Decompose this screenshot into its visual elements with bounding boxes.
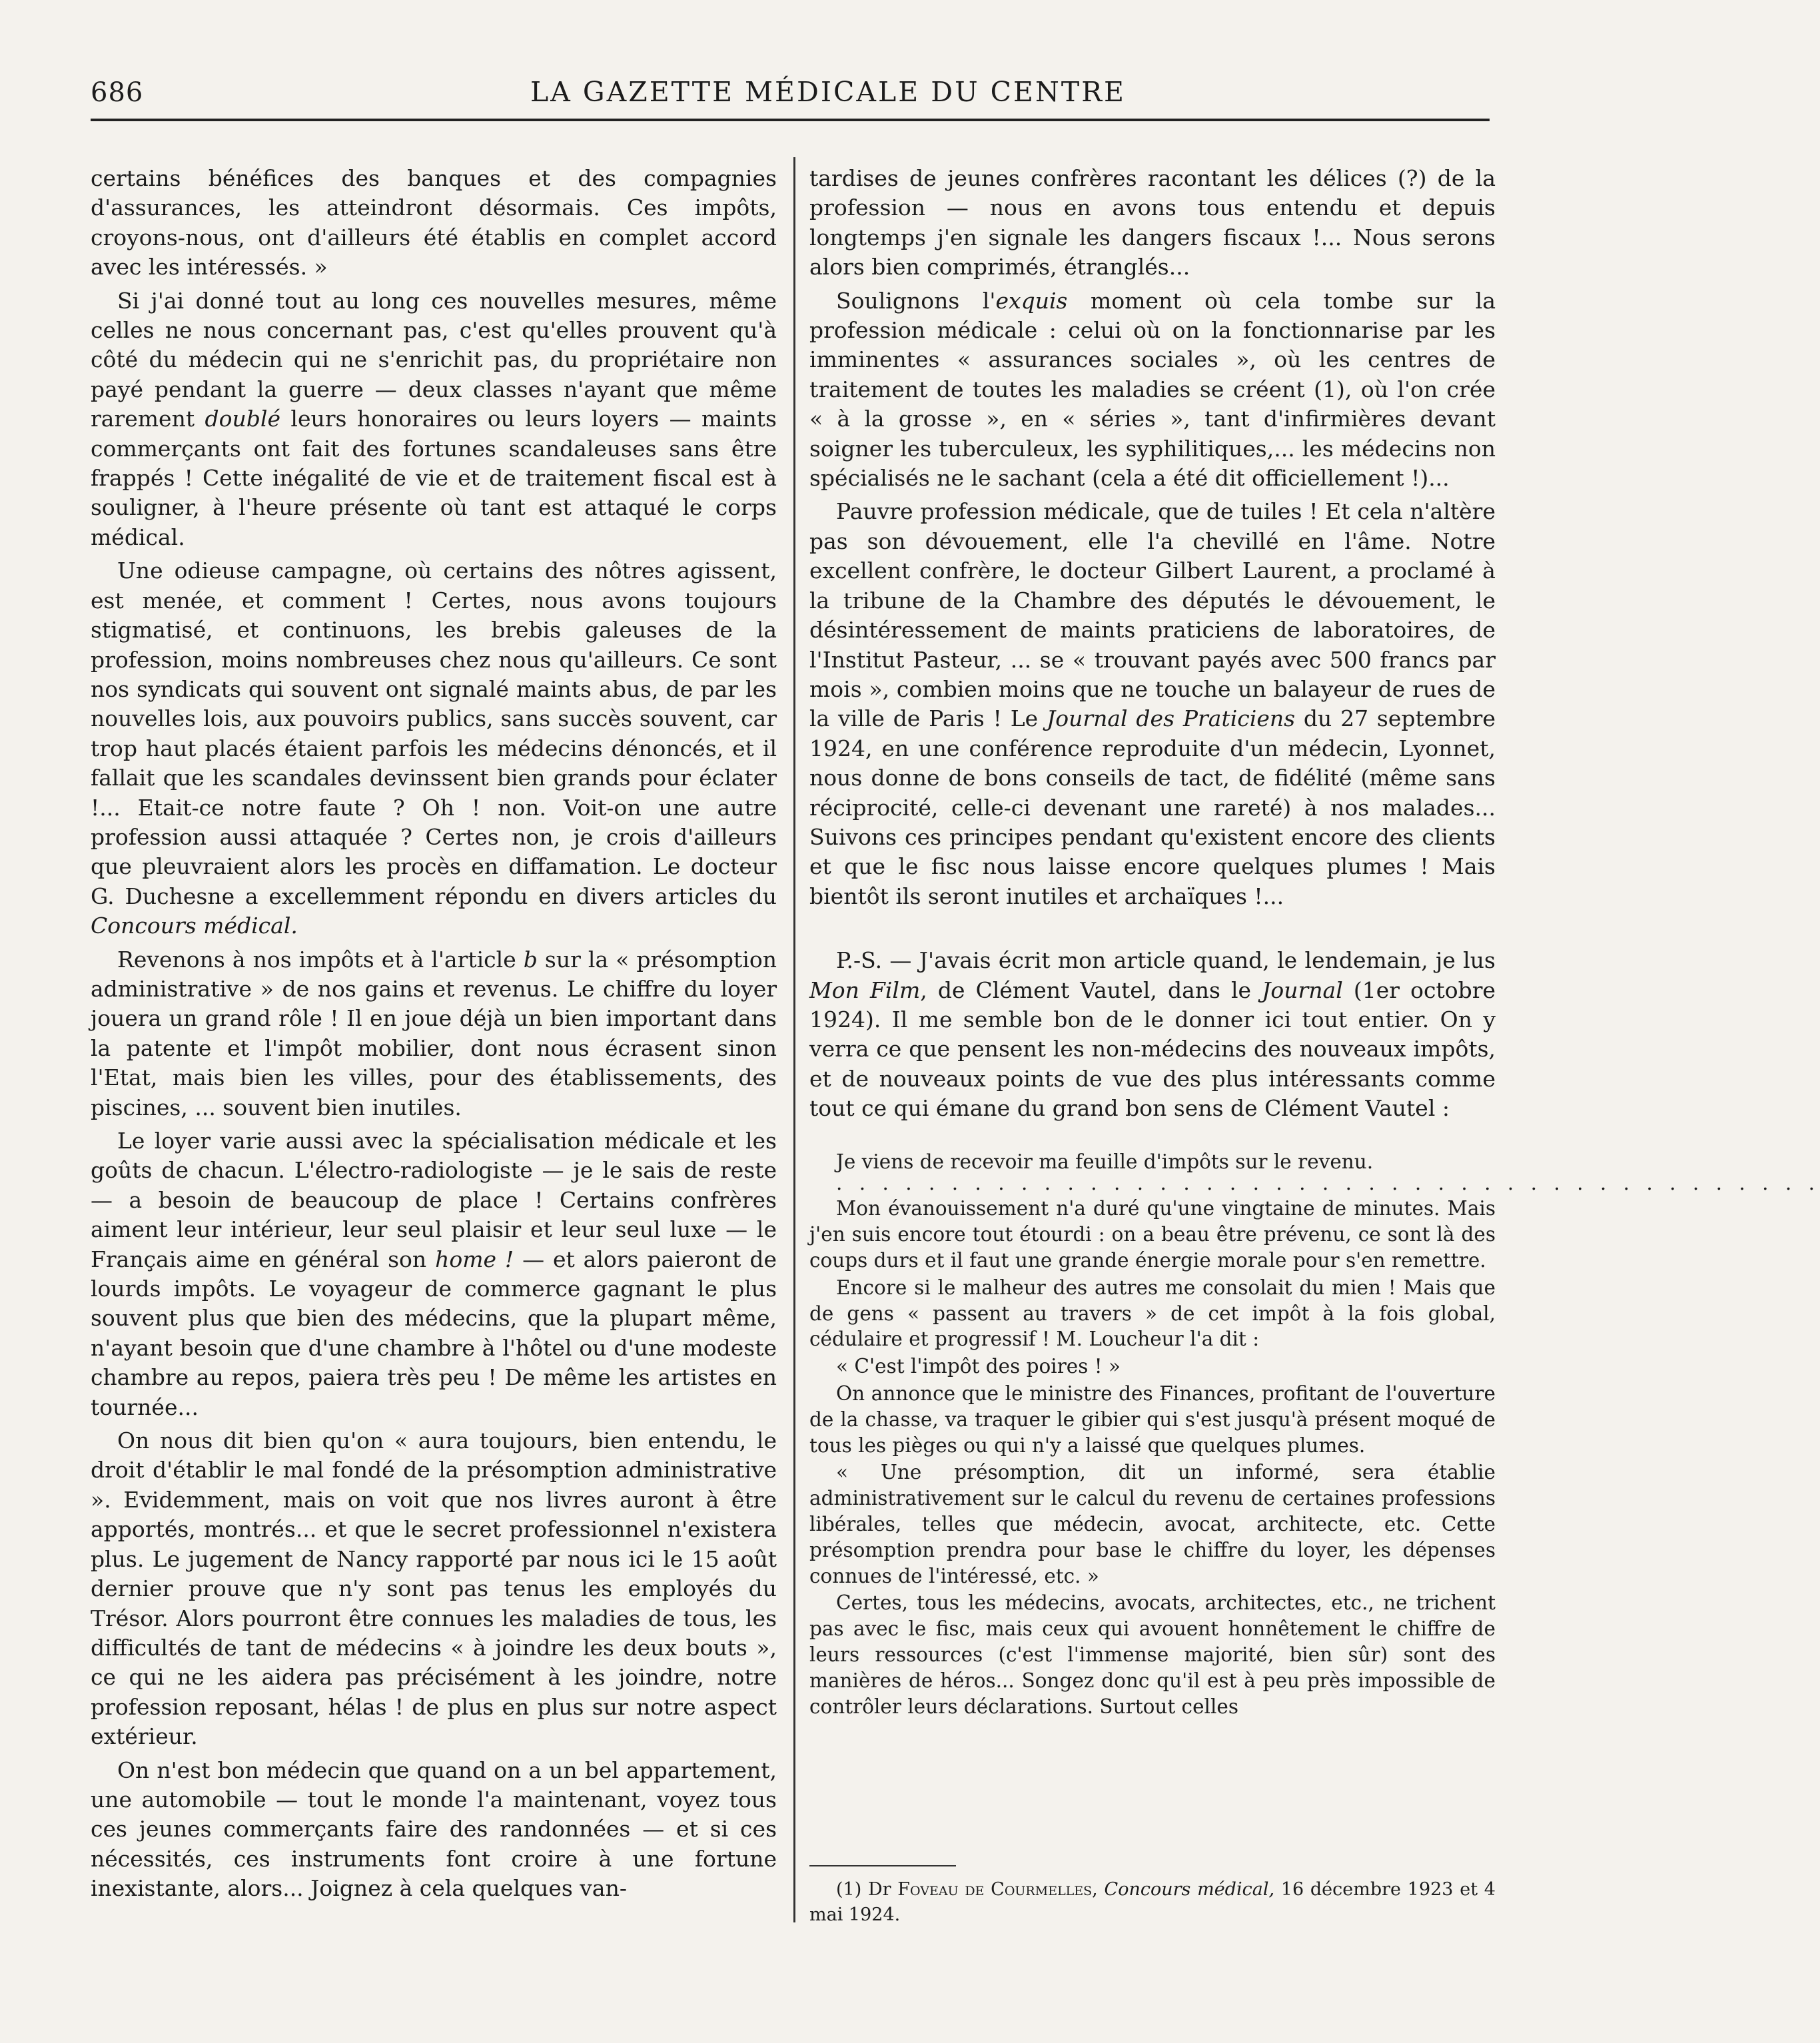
- left-column: [91, 164, 777, 1908]
- paragraph: tardises de jeunes confrères racontant les délices (?) de la profession — nous en avons tous entendu et depuis longtemps j'en signale les dangers fiscaux !... Nous serons alors bien comprimés, étranglés...: [809, 165, 1496, 280]
- page-number: 686: [91, 77, 144, 108]
- ellipsis-dots: . . . . . . . . . . . . . . . . . . . . . . . . . . . . . . . . . . . . . . . . . . .: [836, 1172, 1820, 1195]
- journal-title: LA GAZETTE MÉDICALE DU CENTRE: [530, 76, 1126, 108]
- postscript: P.-S. — J'avais écrit mon article quand, le lendemain, je lus Mon Film, de Clément Vautel, dans le Journal (1er octobre 1924). Il me semble bon de le donner ici tout entier. On y verra ce que pensent les non-médecins des nouveaux impôts, et de nouveaux points de vue des plus intéressants comme tout ce qui émane du grand bon sens de Clément Vautel :: [809, 947, 1496, 1122]
- quote-paragraph: Certes, tous les médecins, avocats, architectes, etc., ne trichent pas avec le fisc, mais ceux qui avouent honnêtement le chiffre de leurs ressources (c'est l'immense majorité, bien sûr) sont des manières de héros... Songez donc qu'il est à peu près impossible de contrôler leurs déclarations. Surtout celles: [809, 1591, 1496, 1718]
- paragraph: Soulignons l'exquis moment où cela tombe sur la profession médicale : celui où on la fonctionnarise par les imminentes « assurances sociales », où les centres de traitement de toutes les maladies se créent (1), où l'on crée « à la grosse », en « séries », tant d'infirmières devant soigner les tuberculeux, les syphilitiques,... les médecins non spécialisés ne le sachant (cela a été dit officiellement !)...: [809, 287, 1496, 492]
- paragraph: On nous dit bien qu'on « aura toujours, bien entendu, le droit d'établir le mal fondé de la présomption administrative ». Evidemment, mais on voit que nos livres auront à être apportés, montrés... et que le secret professionnel n'existera plus. Le jugement de Nancy rapporté par nous ici le 15 août dernier prouve que n'y sont pas tenus les employés du Trésor. Alors pourront être connues les maladies de tous, les difficultés de tant de médecins « à joindre les deux bouts », ce qui ne les aidera pas précisément à les joindre, notre profession reposant, hélas ! de plus en plus sur notre aspect extérieur.: [91, 1428, 777, 1750]
- running-header: [91, 72, 1490, 112]
- paragraph: certains bénéfices des banques et des compagnies d'assurances, les atteindront désormais. Ces impôts, croyons-nous, ont d'ailleurs été établis en complet accord avec les intéressés. »: [91, 165, 777, 280]
- quote-paragraph: « C'est l'impôt des poires ! »: [836, 1355, 1121, 1378]
- quote-line: Je viens de recevoir ma feuille d'impôts sur le revenu.: [836, 1150, 1374, 1173]
- paragraph: Revenons à nos impôts et à l'article b sur la « présomption administrative » de nos gains et revenus. Le chiffre du loyer jouera un grand rôle ! Il en joue déjà un bien important dans la patente et l'impôt mobilier, dont nous écrasent sinon l'Etat, mais bien les villes, pour des établissements, des piscines, ... souvent bien inutiles.: [91, 946, 777, 1120]
- paragraph: Une odieuse campagne, où certains des nôtres agissent, est menée, et comment ! Certes, nous avons toujours stigmatisé, et continuons, les brebis galeuses de la profession, moins nombreuses chez nous qu'ailleurs. Ce sont nos syndicats qui souvent ont signalé maints abus, de par les nouvelles lois, aux pouvoirs publics, sans succès souvent, car trop haut placés étaient parfois les médecins dénoncés, et il fallait que les scandales devinssent bien grands pour éclater !... Etait-ce notre faute ? Oh ! non. Voit-on une autre profession aussi attaquée ? Certes non, je crois d'ailleurs que pleuvraient alors les procès en diffamation. Le docteur G. Duchesne a excellemment répondu en divers articles du Concours médical.: [91, 558, 777, 939]
- paragraph: Pauvre profession médicale, que de tuiles ! Et cela n'altère pas son dévouement, elle l'a chevillé en l'âme. Notre excellent confrère, le docteur Gilbert Laurent, a proclamé à la tribune de la Chambre des députés le dévouement, le désintéressement de maints praticiens de laboratoires, de l'Institut Pasteur, ... se « trouvant payés avec 500 francs par mois », combien moins que ne touche un balayeur de rues de la ville de Paris ! Le Journal des Praticiens du 27 septembre 1924, en une conférence reproduite d'un médecin, Lyonnet, nous donne de bons conseils de tact, de fidélité (même sans réciprocité, celle-ci devenant une rareté) à nos malades... Suivons ces principes pendant qu'existent encore des clients et que le fisc nous laisse encore quelques plumes ! Mais bientôt ils seront inutiles et archaïques !...: [809, 498, 1496, 909]
- column-divider: [793, 157, 795, 1922]
- paragraph: On n'est bon médecin que quand on a un bel appartement, une automobile — tout le monde l'a maintenant, voyez tous ces jeunes commerçants faire des randonnées — et si ces nécessités, ces instruments font croire à une fortune inexistante, alors... Joignez à cela quelques van-: [91, 1757, 777, 1902]
- quote-paragraph: On annonce que le ministre des Finances, profitant de l'ouverture de la chasse, va traquer le gibier qui s'est jusqu'à présent moqué de tous les pièges ou qui n'y a laissé que quelques plumes.: [809, 1382, 1496, 1457]
- footnote-rule: [809, 1865, 956, 1866]
- quote-paragraph: « Une présomption, dit un informé, sera établie administrativement sur le calcul du revenu de certaines professions libérales, telles que médecin, avocat, architecte, etc. Cette présomption prendra pour base le chiffre du loyer, les dépenses connues de l'intéressé, etc. »: [809, 1461, 1496, 1587]
- right-column: [809, 164, 1820, 1721]
- footnote: (1) Dr Foveau de Courmelles, Concours médical, 16 décembre 1923 et 4 mai 1924.: [809, 1879, 1496, 1925]
- paragraph: Si j'ai donné tout au long ces nouvelles mesures, même celles ne nous concernant pas, c'est qu'elles prouvent qu'à côté du médecin qui ne s'enrichit pas, du propriétaire non payé pendant la guerre — deux classes n'ayant que même rarement doublé leurs honoraires ou leurs loyers — maints commerçants ont fait des fortunes scandaleuses sans être frappés ! Cette inégalité de vie et de traitement fiscal est à souligner, à l'heure présente où tant est attaqué le corps médical.: [91, 287, 777, 550]
- quoted-passage: [809, 1149, 1820, 1720]
- quote-paragraph: Mon évanouissement n'a duré qu'une vingtaine de minutes. Mais j'en suis encore tout étourdi : on a beau être prévenu, ce sont là des coups durs et il faut une grande énergie morale pour s'en remettre.: [809, 1197, 1496, 1272]
- header-rule: [91, 119, 1490, 121]
- paragraph: Le loyer varie aussi avec la spécialisation médicale et les goûts de chacun. L'électro-radiologiste — je le sais de reste — a besoin de beaucoup de place ! Certains confrères aiment leur intérieur, leur seul plaisir et leur seul luxe — le Français aime en général son home ! — et alors paieront de lourds impôts. Le voyageur de commerce gagnant le plus souvent plus que bien des médecins, que la plupart même, n'ayant besoin que d'une chambre à l'hôtel ou d'une modeste chambre au repos, paiera très peu ! De même les artistes en tournée...: [91, 1128, 777, 1420]
- quote-paragraph: Encore si le malheur des autres me consolait du mien ! Mais que de gens « passent au travers » de cet impôt à la fois global, cédulaire et progressif ! M. Loucheur l'a dit :: [809, 1276, 1496, 1351]
